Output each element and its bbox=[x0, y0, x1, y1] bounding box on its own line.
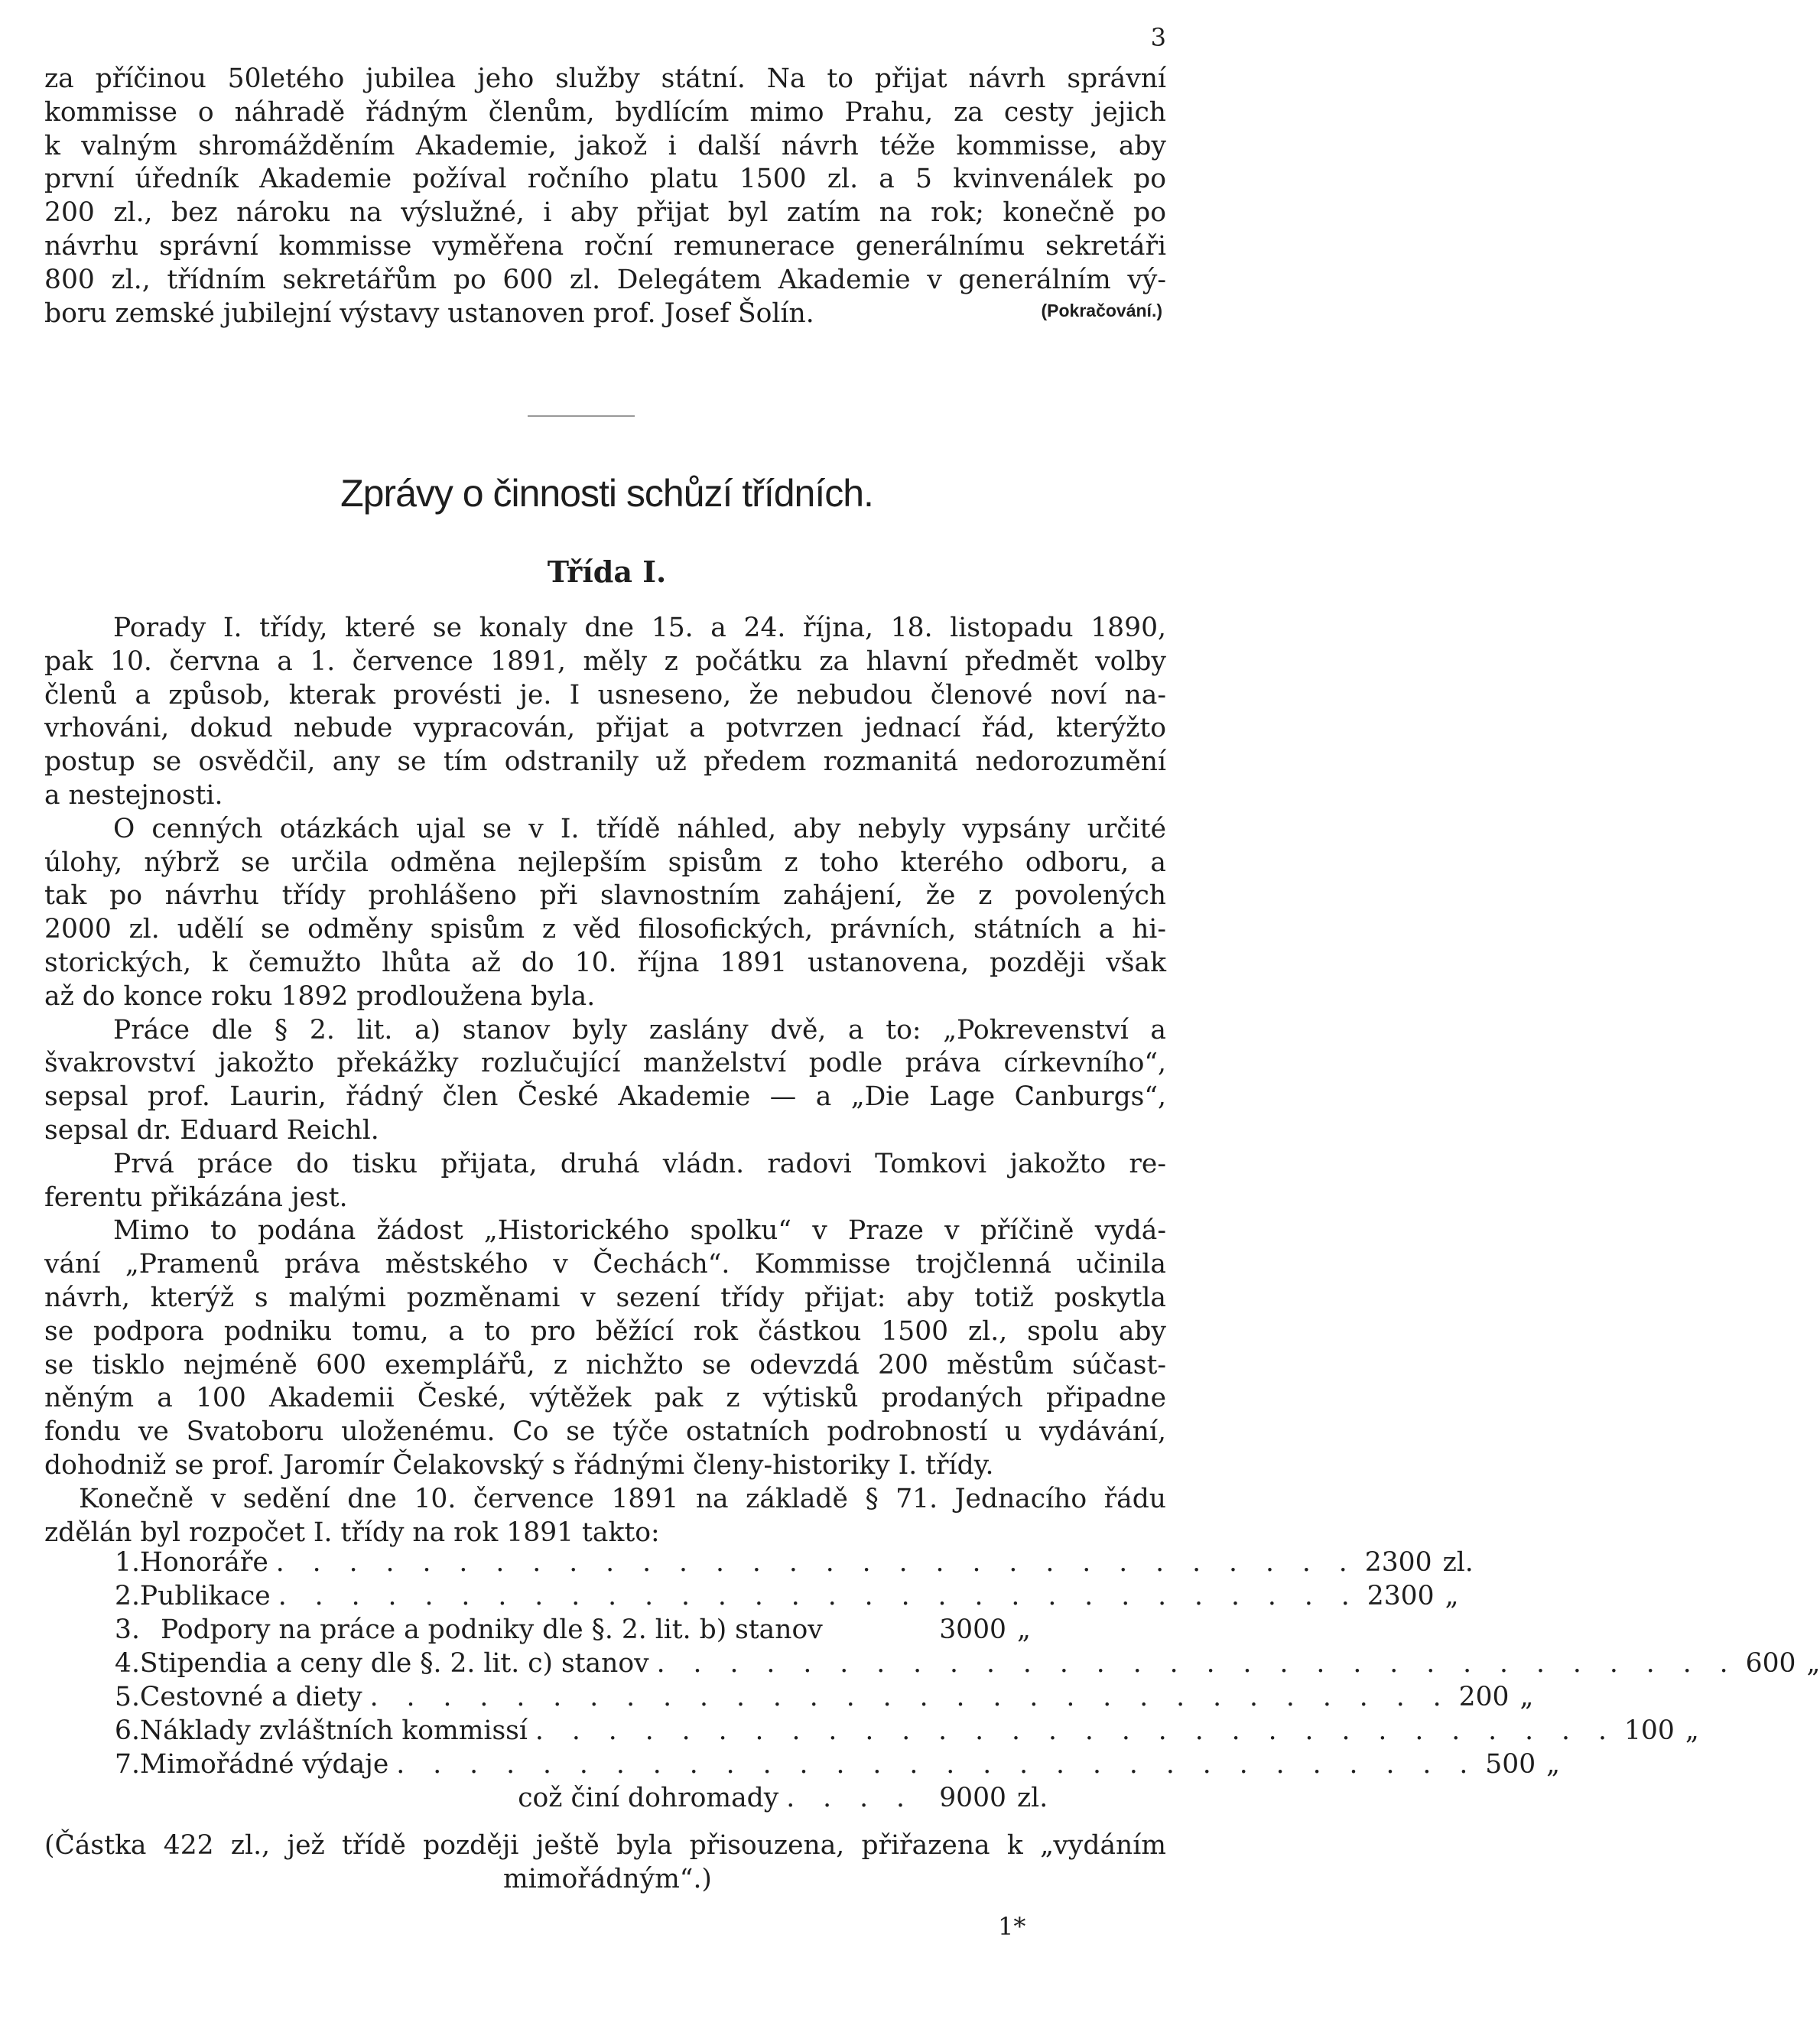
text-line: návrh, kterýž s malými pozměnami v sezení třídy přijat: aby totiž poskytla bbox=[44, 1282, 1166, 1313]
section-separator bbox=[528, 415, 635, 417]
budget-total-label: což činí dohromady bbox=[518, 1783, 779, 1813]
text-line: mimořádným“.) bbox=[503, 1863, 712, 1894]
budget-item-amount: 500 bbox=[1485, 1749, 1536, 1780]
text-line: sepsal prof. Laurin, řádný člen České Akademie — a „Die Lage Canburgs“, bbox=[44, 1081, 1166, 1113]
paragraph bbox=[44, 1148, 1166, 1215]
text-line: úlohy, nýbrž se určila odměna nejlepším spisům z toho kterého odboru, a bbox=[44, 847, 1166, 878]
budget-item-amount: 200 bbox=[1458, 1682, 1510, 1712]
budget-item-amount: 2300 bbox=[1367, 1581, 1435, 1611]
text-line: 2000 zl. udělí se odměny spisům z věd filosofických, právních, státních a hi- bbox=[44, 914, 1166, 945]
class-heading: Třída I. bbox=[547, 554, 667, 589]
budget-item-label: Publikace bbox=[139, 1581, 271, 1611]
budget-item-label: Stipendia a ceny dle §. 2. lit. c) stanov bbox=[139, 1648, 649, 1679]
leader-dots: . . . . . . . . . . . . . . . . . . . . . . . . . . . . . . bbox=[396, 1749, 1478, 1780]
budget-item-label: Honoráře bbox=[139, 1547, 268, 1578]
text-line: a nestejnosti. bbox=[44, 779, 223, 811]
text-line: Práce dle § 2. lit. a) stanov byly zaslány dvě, a to: „Pokrevenství a bbox=[113, 1014, 1166, 1045]
intro-paragraph bbox=[44, 63, 1166, 330]
text-line: (Částka 422 zl., jež třídě později ještě byla přisouzena, přiřazena k „vydáním bbox=[44, 1830, 1166, 1861]
budget-total-amount: 9000 bbox=[939, 1783, 1006, 1813]
budget-row bbox=[115, 1748, 1561, 1781]
text-line: vrhováni, dokud nebude vypracován, přijat a potvrzen jednací řád, kterýžto bbox=[44, 713, 1166, 744]
leader-dots: . . . . . . . . . . . . . . . . . . . . . . . . . . . . . . bbox=[275, 1547, 1357, 1578]
leader-dots: . . . . . . . . . . . . . . . . . . . . . . . . . . . . . . bbox=[656, 1648, 1738, 1679]
text-line: švakrovství jakožto překážky rozlučující manželství podle práva církevního“, bbox=[44, 1048, 1166, 1079]
budget-row bbox=[115, 1546, 1474, 1579]
leader-dots: . . . . . . . . . . . . . . . . . . . . . . . . . . . . . . bbox=[369, 1682, 1451, 1712]
budget-item-unit: „ bbox=[1685, 1715, 1699, 1746]
budget-item-label: Podpory na práce a podniky dle §. 2. lit. b) stanov bbox=[161, 1614, 823, 1645]
text-line: pak 10. června a 1. července 1891, měly z počátku za hlavní předmět volby bbox=[44, 645, 1166, 677]
budget-item-number: 1. bbox=[115, 1547, 140, 1578]
text-line: zdělán byl rozpočet I. třídy na rok 1891 takto: bbox=[44, 1517, 660, 1548]
budget-total-unit: zl. bbox=[1017, 1783, 1048, 1813]
text-line: k valným shromážděním Akademie, jakož i další návrh téže kommisse, aby bbox=[44, 130, 1166, 161]
leader-dots: . . . . . . . . . . . . . . . . . . . . . . . . . . . . . . bbox=[278, 1581, 1360, 1611]
paragraph bbox=[44, 612, 1166, 813]
budget-item-amount: 2300 bbox=[1364, 1547, 1432, 1578]
text-line: za příčinou 50letého jubilea jeho služby státní. Na to přijat návrh správní bbox=[44, 63, 1166, 94]
text-line: návrhu správní kommisse vyměřena roční remunerace generálnímu sekretáři bbox=[44, 230, 1166, 262]
budget-item-number: 3. bbox=[115, 1614, 140, 1645]
text-line: sepsal dr. Eduard Reichl. bbox=[44, 1114, 379, 1146]
budget-row bbox=[115, 1579, 1459, 1613]
text-line: dohodniž se prof. Jaromír Čelakovský s řádnými členy-historiky I. třídy. bbox=[44, 1449, 994, 1481]
text-line: O cenných otázkách ujal se v I. třídě náhled, aby nebyly vypsány určité bbox=[113, 813, 1166, 844]
budget-total-row bbox=[115, 1781, 1078, 1815]
budget-item-number: 2. bbox=[115, 1581, 140, 1611]
budget-row bbox=[115, 1714, 1699, 1748]
paragraph bbox=[44, 1014, 1166, 1148]
budget-item-label: Cestovné a diety bbox=[139, 1682, 362, 1712]
text-line: první úředník Akademie požíval ročního platu 1500 zl. a 5 kvinvenálek po bbox=[44, 164, 1166, 195]
budget-item-amount: 3000 bbox=[939, 1614, 1006, 1645]
text-line: postup se osvědčil, any se tím odstranily už předem rozmanitá nedorozumění bbox=[44, 746, 1166, 778]
budget-item-amount: 600 bbox=[1745, 1648, 1796, 1679]
budget-row bbox=[115, 1613, 1078, 1647]
budget-item-number: 5. bbox=[115, 1682, 140, 1712]
budget-item-label: Mimořádné výdaje bbox=[139, 1749, 389, 1780]
budget-table bbox=[115, 1546, 1820, 1815]
text-line: Konečně v sedění dne 10. července 1891 na základě § 71. Jednacího řádu bbox=[79, 1483, 1166, 1514]
budget-item-unit: „ bbox=[1546, 1749, 1561, 1780]
signature-mark: 1* bbox=[998, 1912, 1026, 1941]
text-line: Mimo to podána žádost „Historického spolku“ v Praze v příčině vydá- bbox=[113, 1215, 1166, 1247]
text-line: Prvá práce do tisku přijata, druhá vládn. radovi Tomkovi jakožto re- bbox=[113, 1148, 1166, 1179]
leader-dots: . . . . bbox=[786, 1783, 915, 1813]
text-line: něným a 100 Akademii České, výtěžek pak z výtisků prodaných připadne bbox=[44, 1383, 1166, 1414]
text-line: Porady I. třídy, které se konaly dne 15. a 24. října, 18. listopadu 1890, bbox=[113, 613, 1166, 643]
text-line: členů a způsob, kterak provésti je. I usneseno, že nebudou členové noví na- bbox=[44, 679, 1166, 710]
text-line: 200 zl., bez nároku na výslužné, i aby přijat byl zatím na rok; konečně po bbox=[44, 197, 1166, 229]
budget-item-number: 6. bbox=[115, 1715, 140, 1746]
text-line: kommisse o náhradě řádným členům, bydlícím mimo Prahu, za cesty jejich bbox=[44, 96, 1166, 128]
report-body bbox=[44, 612, 1166, 1549]
budget-item-number: 4. bbox=[115, 1648, 140, 1679]
text-line: fondu ve Svatoboru uloženému. Co se týče ostatních podrobností u vydávání, bbox=[44, 1416, 1166, 1448]
text-line: až do konce roku 1892 prodloužena byla. bbox=[44, 980, 596, 1012]
section-title: Zprávy o činnosti schůzí třídních. bbox=[340, 472, 873, 515]
text-line: storických, k čemužto lhůta až do 10. října 1891 ustanovena, později však bbox=[44, 947, 1166, 978]
budget-row bbox=[115, 1647, 1820, 1680]
budget-item-unit: „ bbox=[1519, 1682, 1534, 1712]
paragraph bbox=[44, 1483, 1166, 1550]
page-number: 3 bbox=[1150, 23, 1166, 52]
budget-item-unit: zl. bbox=[1442, 1547, 1474, 1578]
budget-item-label: Náklady zvláštních kommissí bbox=[139, 1715, 528, 1746]
text-line: tak po návrhu třídy prohlášeno při slavnostním zahájení, že z povolených bbox=[44, 880, 1166, 912]
closing-note bbox=[44, 1829, 1166, 1897]
budget-item-amount: 100 bbox=[1623, 1715, 1675, 1746]
paragraph bbox=[44, 813, 1166, 1014]
text-line: vání „Pramenů práva městského v Čechách“. Kommisse trojčlenná učinila bbox=[44, 1249, 1166, 1280]
text-line: ferentu přikázána jest. bbox=[44, 1182, 348, 1213]
budget-item-number: 7. bbox=[115, 1749, 140, 1780]
leader-dots: . . . . . . . . . . . . . . . . . . . . . . . . . . . . . . bbox=[535, 1715, 1617, 1746]
budget-row bbox=[115, 1680, 1534, 1714]
text-line-content: boru zemské jubilejní výstavy ustanoven prof. Josef Šolín. bbox=[44, 298, 814, 329]
budget-item-unit: „ bbox=[1445, 1581, 1459, 1611]
continuation-note: (Pokračování.) bbox=[1041, 300, 1162, 320]
text-line: se tisklo nejméně 600 exemplářů, z nichžto se odevzdá 200 městům súčast- bbox=[44, 1349, 1166, 1380]
budget-item-unit: „ bbox=[1806, 1648, 1820, 1679]
paragraph bbox=[44, 1214, 1166, 1482]
text-line: 800 zl., třídním sekretářům po 600 zl. Delegátem Akademie v generálním vý- bbox=[44, 264, 1166, 295]
text-line: se podpora podniku tomu, a to pro běžící rok částkou 1500 zl., spolu aby bbox=[44, 1315, 1166, 1347]
budget-item-unit: „ bbox=[1017, 1614, 1031, 1645]
text-line-last bbox=[44, 298, 1166, 331]
